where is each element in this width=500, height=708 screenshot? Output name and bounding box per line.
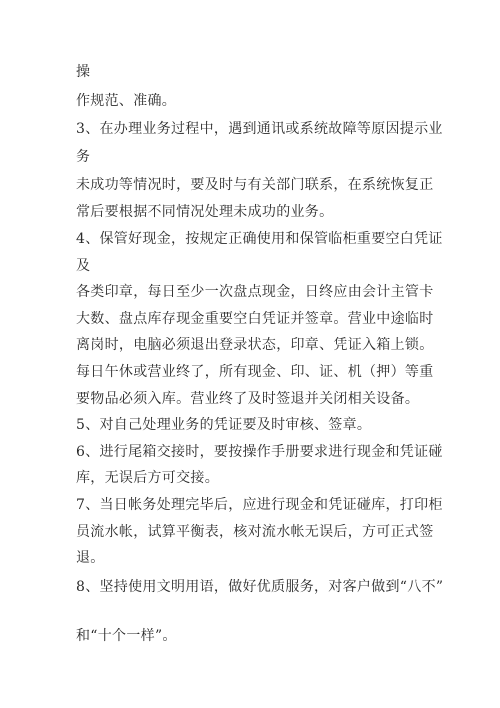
text-line: 大数、盘点库存现金重要空白凭证并签章。营业中途临时 [76, 311, 434, 327]
text-line: 8、坚持使用文明用语，做好优质服务，对客户做到“八不” [76, 579, 444, 595]
text-line: 及 [76, 258, 91, 274]
text-line: 6、进行尾箱交接时，要按操作手册要求进行现金和凭证碰 [76, 444, 443, 460]
text-line: 操 [76, 64, 91, 80]
text-line: 每日午休或营业终了，所有现金、印、证、机（押）等重 [76, 364, 434, 380]
text-line: 常后要根据不同情况处理未成功的业务。 [76, 204, 334, 220]
text-line: 库，无误后方可交接。 [76, 470, 219, 486]
text-line: 5、对自己处理业务的凭证要及时审核、签章。 [76, 417, 372, 433]
text-line: 离岗时，电脑必须退出登录状态，印章、凭证入箱上锁。 [76, 337, 434, 353]
text-line: 4、保管好现金，按规定正确使用和保管临柜重要空白凭证 [76, 231, 443, 247]
text-line: 作规范、准确。 [76, 93, 177, 109]
text-line: 务 [76, 149, 91, 165]
text-line: 各类印章，每日至少一次盘点现金，日终应由会计主管卡 [76, 284, 434, 300]
text-line: 员流水帐，试算平衡表，核对流水帐无误后，方可正式签 [76, 524, 434, 540]
text-line: 要物品必须入库。营业终了及时签退并关闭相关设备。 [76, 391, 420, 407]
text-line: 3、在办理业务过程中，遇到通讯或系统故障等原因提示业 [76, 121, 443, 137]
text-line: 7、当日帐务处理完毕后，应进行现金和凭证碰库，打印柜 [76, 497, 443, 513]
text-line: 退。 [76, 550, 105, 566]
text-line: 未成功等情况时，要及时与有关部门联系，在系统恢复正 [76, 177, 434, 193]
text-line: 和“十个一样”。 [76, 628, 177, 644]
